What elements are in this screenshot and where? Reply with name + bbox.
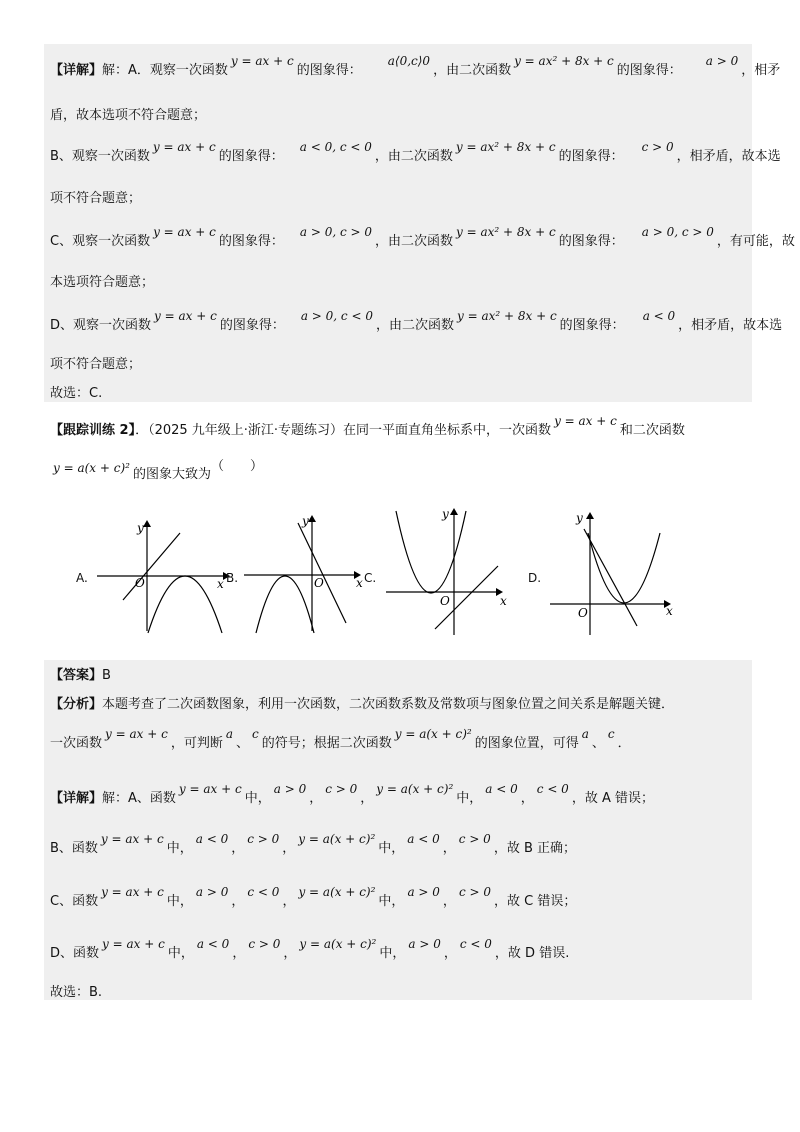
q2-tag: 【跟踪训练 2】 — [50, 423, 136, 438]
detail-row-a: 【详解】解：A、函数y = ax + c中，a > 0，c > 0，y = a(x + c)²中，a < 0，c < 0，故 A 错误； — [50, 782, 654, 806]
svg-text:x: x — [666, 604, 673, 618]
svg-text:O: O — [578, 606, 588, 620]
condition: a⟨0,c⟩0 — [387, 54, 431, 68]
answer-blank: （ ） — [210, 459, 263, 474]
axis-x-label: x — [217, 577, 224, 591]
axis-y-label: y — [137, 521, 144, 535]
q2-line2: y = a(x + c)² 的图象大致为（ ） — [53, 459, 263, 482]
option-c-label: C. — [364, 571, 377, 585]
sec1-line-b1: B、观察一次函数y = ax + c的图象得：a < 0, c < 0，由二次函数y = ax² + 8x + c的图象得：c > 0，相矛盾，故本选 — [50, 140, 781, 164]
sec1-line-a1: 【详解】解：A．观察一次函数y = ax + c的图象得：a⟨0,c⟩0，由二次函数y = ax² + 8x + c的图象得：a > 0，相矛 — [50, 54, 781, 78]
answer-value: B — [102, 668, 111, 683]
svg-text:x: x — [500, 594, 507, 608]
formula-quadratic-vertex: y = a(x + c)² — [53, 461, 130, 475]
formula-linear: y = ax + c — [230, 54, 294, 68]
solution-panel-1 — [44, 44, 752, 402]
option-a-label: A. — [76, 571, 88, 585]
option-d-label: D. — [528, 571, 542, 585]
formula-quadratic: y = ax² + 8x + c — [514, 54, 614, 68]
figure-d — [548, 505, 688, 635]
sec1-line-c2: 本选项符合题意； — [50, 275, 155, 290]
q2-line1: 【跟踪训练 2】．（2025 九年级上·浙江·专题练习）在同一平面直角坐标系中，一次函数y = ax + c和二次函数 — [50, 414, 685, 438]
detail-row-d: D、函数y = ax + c中，a < 0，c > 0，y = a(x + c)²中，a > 0，c < 0，故 D 错误. — [50, 937, 570, 961]
option-b-label: B. — [226, 571, 239, 585]
sec1-choose: 故选：C. — [50, 386, 103, 401]
figure-c — [380, 505, 520, 635]
condition: a > 0 — [705, 54, 739, 68]
detail-row-b: B、函数y = ax + c中，a < 0，c > 0，y = a(x + c)²中，a < 0，c > 0，故 B 正确； — [50, 832, 577, 856]
analysis-line2: 一次函数y = ax + c，可判断a、c的符号；根据二次函数y = a(x + c)²的图象位置，可得a、c． — [50, 727, 631, 751]
figure-b — [238, 505, 368, 635]
sec1-line-c1: C、观察一次函数y = ax + c的图象得：a > 0, c > 0，由二次函数y = ax² + 8x + c的图象得：a > 0, c > 0，有可能，故 — [50, 225, 795, 249]
figure-a — [95, 505, 235, 635]
detail-tag: 【详解】 — [50, 63, 103, 78]
svg-text:y: y — [302, 514, 309, 528]
answer-line — [50, 668, 111, 684]
origin-label: O — [135, 576, 145, 590]
analysis-line: 【分析】本题考查了二次函数图象，利用一次函数，二次函数系数及常数项与图象位置之间关系是解题关键． — [50, 697, 675, 712]
svg-text:x: x — [356, 576, 363, 590]
sec1-line-a2: 盾，故本选项不符合题意； — [50, 108, 207, 123]
sec1-line-d2: 项不符合题意； — [50, 357, 142, 372]
answer-tag: 【答案】 — [50, 668, 103, 683]
detail-row-c: C、函数y = ax + c中，a > 0，c < 0，y = a(x + c)²中，a > 0，c > 0，故 C 错误； — [50, 885, 577, 909]
sec1-line-d1: D、观察一次函数y = ax + c的图象得：a > 0, c < 0，由二次函数y = ax² + 8x + c的图象得：a < 0，相矛盾，故本选 — [50, 309, 783, 333]
svg-text:y: y — [442, 507, 449, 521]
sec1-line-b2: 项不符合题意； — [50, 191, 142, 206]
svg-text:O: O — [314, 576, 324, 590]
svg-text:O: O — [440, 594, 450, 608]
sec2-choose: 故选：B. — [50, 985, 103, 1000]
svg-text:y: y — [576, 511, 583, 525]
analysis-tag: 【分析】 — [50, 697, 103, 712]
